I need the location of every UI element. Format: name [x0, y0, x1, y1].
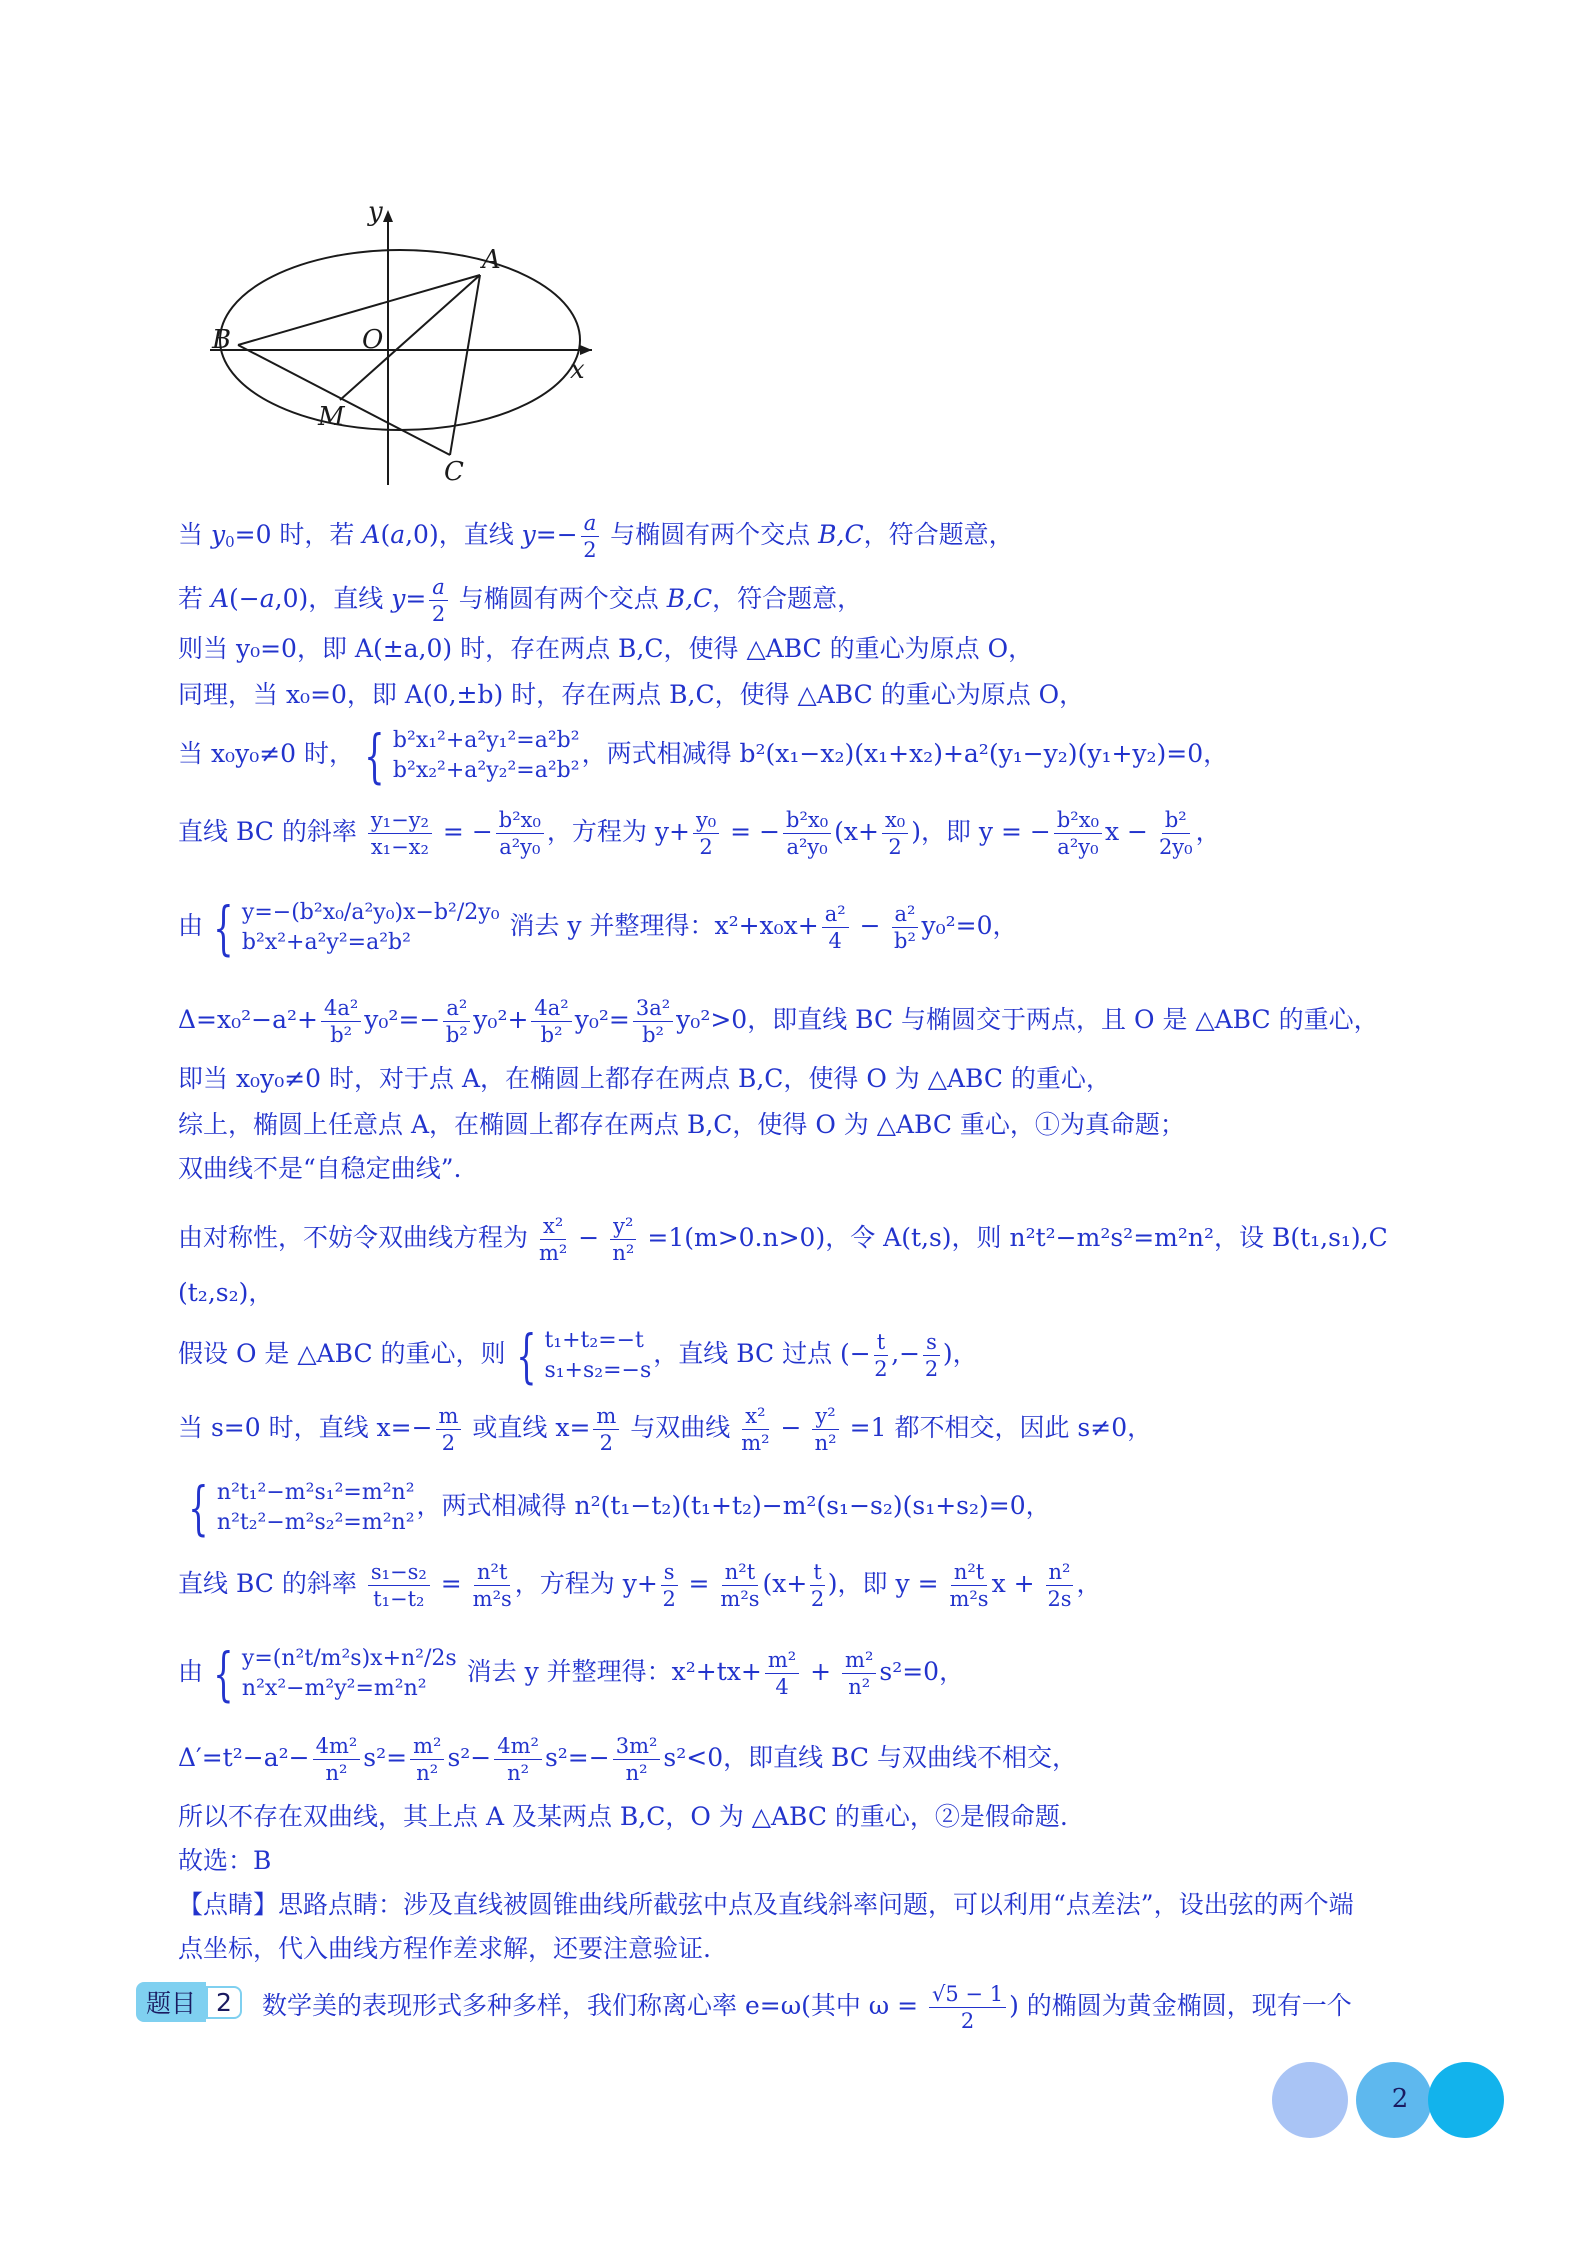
text: 消去 y 并整理得：x²+tx+	[458, 1657, 762, 1686]
numerator: √5 − 1	[929, 1981, 1006, 2008]
text: ，符合题意，	[863, 520, 1014, 549]
text: ，直线 BC 过点 (−	[653, 1339, 871, 1368]
hint-line-1: 【点睛】思路点睛：涉及直线被圆锥曲线所截弦中点及直线斜率问题，可以利用“点差法”，设出弦的两个端	[178, 1890, 1354, 1919]
text: ，两式相减得 b²(x₁−x₂)(x₁+x₂)+a²(y₁−y₂)(y₁+y₂)=0，	[581, 739, 1229, 768]
numerator: m²	[842, 1647, 876, 1674]
fraction	[496, 807, 544, 860]
denominator: b²	[642, 1023, 664, 1047]
label-m: M	[318, 402, 345, 432]
text: s²<0，即直线 BC 与双曲线不相交，	[663, 1743, 1077, 1772]
text: 数学美的表现形式多种多样，我们称离心率 e=ω(其中 ω =	[262, 1991, 927, 2020]
question-tag-label: 题目	[136, 1982, 206, 2022]
text: ，方程为 y+	[514, 1569, 658, 1598]
text: ) 的椭圆为黄金椭圆，现有一个	[1009, 1991, 1352, 2020]
text: 假设 O 是 △ABC 的重心，则	[178, 1339, 506, 1368]
fraction	[593, 1403, 619, 1456]
numerator: b²x₀	[783, 807, 831, 834]
numerator: n²t	[951, 1559, 987, 1586]
fraction	[313, 1733, 361, 1786]
label-c: C	[444, 457, 464, 487]
numerator: x²	[742, 1403, 768, 1430]
text: y₀²=	[574, 1005, 630, 1034]
denominator: 2	[924, 1357, 939, 1381]
denominator: b²	[445, 1023, 468, 1047]
numerator: x²	[540, 1213, 566, 1240]
denominator: m²	[741, 1431, 770, 1455]
text: s²−	[447, 1743, 492, 1772]
numerator: a²	[443, 995, 470, 1022]
text: = −	[434, 817, 493, 846]
fraction	[822, 901, 849, 954]
equation-system: { n²t₁²−m²s₁²=m²n² n²t₂²−m²s₂²=m²n²	[188, 1474, 415, 1538]
denominator: 2	[888, 835, 902, 859]
solution-line-13: (t₂,s₂)，	[178, 1278, 274, 1307]
equation-row: n²t₂²−m²s₂²=m²n²	[216, 1509, 415, 1535]
numerator: m	[593, 1403, 619, 1430]
numerator: 4a²	[321, 995, 361, 1022]
fraction: $\frac{a}{2}$	[581, 510, 600, 563]
denominator: 2y₀	[1158, 835, 1193, 859]
solution-line-12	[178, 1206, 1446, 1270]
denominator: 2	[810, 1587, 825, 1611]
denominator: n²	[848, 1675, 871, 1699]
denominator: n²	[325, 1761, 348, 1785]
fraction	[1046, 1559, 1074, 1612]
denominator: t₁−t₂	[373, 1587, 425, 1611]
equation-system: { y=−(b²x₀/a²y₀)x−b²/2y₀ b²x²+a²y²=a²b²	[213, 893, 500, 962]
denominator: n²	[507, 1761, 530, 1785]
fraction	[368, 807, 432, 860]
label-o: O	[362, 325, 384, 355]
numerator: 3a²	[633, 995, 673, 1022]
denominator: 2	[960, 2009, 975, 2033]
fraction	[765, 1647, 799, 1700]
solution-line-14	[178, 1322, 1446, 1386]
fraction	[1159, 807, 1193, 860]
numerator: n²t	[722, 1559, 758, 1586]
numerator: t	[810, 1559, 824, 1586]
numerator: m²	[410, 1733, 444, 1760]
numerator: y²	[610, 1213, 636, 1240]
solution-line-16	[178, 1474, 1446, 1538]
text: 由	[178, 1657, 204, 1686]
text: 或直线 x=	[464, 1413, 591, 1442]
numerator: s	[661, 1559, 678, 1586]
fraction	[812, 1403, 838, 1456]
equation-system: { t₁+t₂=−t s₁+s₂=−s	[515, 1322, 652, 1386]
text: 若	[178, 584, 211, 613]
fraction	[741, 1403, 769, 1456]
fraction	[693, 807, 719, 860]
denominator: n²	[416, 1761, 439, 1785]
denominator: n²	[625, 1761, 648, 1785]
text: 与双曲线	[622, 1413, 739, 1442]
denominator: n²	[814, 1431, 837, 1455]
text: 直线 BC 的斜率	[178, 1569, 365, 1598]
fraction	[613, 1733, 661, 1786]
fraction	[436, 1403, 462, 1456]
denominator: m²	[538, 1241, 568, 1265]
question-text	[262, 1978, 1446, 2034]
denominator: 4	[775, 1675, 789, 1699]
text: 当 x₀y₀≠0 时，	[178, 739, 355, 768]
segment-bc	[238, 345, 450, 455]
solution-line-17	[178, 1552, 1446, 1616]
denominator: 2	[699, 835, 713, 859]
text: s²=0，	[879, 1657, 965, 1686]
text: 与椭圆有两个交点	[450, 584, 667, 613]
text: ，两式相减得 n²(t₁−t₂)(t₁+t₂)−m²(s₁−s₂)(s₁+s₂)=0，	[416, 1491, 1051, 1520]
text: =0 时，若	[234, 520, 363, 549]
answer-line: 故选：B	[178, 1846, 272, 1875]
text: y₀²>0，即直线 BC 与椭圆交于两点，且 O 是 △ABC 的重心，	[676, 1005, 1379, 1034]
equation-system: { y=(n²t/m²s)x+n²/2s n²x²−m²y²=m²n²	[213, 1639, 457, 1708]
numerator: a²	[822, 901, 849, 928]
fraction	[633, 995, 673, 1048]
numerator: t	[874, 1329, 888, 1356]
page-number: 2	[1391, 2084, 1409, 2114]
numerator: y₁−y₂	[368, 807, 432, 834]
text: = −	[722, 817, 781, 846]
segment-ba	[238, 275, 480, 345]
equation-row: b²x₁²+a²y₁²=a²b²	[392, 727, 580, 753]
ellipse-curve	[220, 250, 580, 430]
numerator: b²x₀	[496, 807, 544, 834]
fraction	[1054, 807, 1102, 860]
denominator: m²s	[472, 1587, 512, 1611]
hint-line-2: 点坐标，代入曲线方程作差求解，还要注意验证.	[178, 1934, 711, 1963]
numerator: 3m²	[613, 1733, 661, 1760]
solution-line-9: 即当 x₀y₀≠0 时，对于点 A，在椭圆上都存在两点 B,C，使得 O 为 △ABC 的重心，	[178, 1064, 1111, 1093]
fraction	[539, 1213, 567, 1266]
text: +	[802, 1657, 840, 1686]
solution-line-10: 综上，椭圆上任意点 A，在椭圆上都存在两点 B,C，使得 O 为 △ABC 重心，①为真命题；	[178, 1110, 1185, 1139]
text: 当 s=0 时，直线 x=−	[178, 1413, 433, 1442]
numerator: a²	[892, 901, 919, 928]
question-tag-number: 2	[206, 1986, 242, 2019]
denominator: b²	[330, 1023, 353, 1047]
fraction	[610, 1213, 636, 1266]
denominator: 2	[662, 1587, 676, 1611]
text: )，即 y =	[827, 1569, 947, 1598]
denominator: 4	[828, 929, 842, 953]
text: 直线 BC 的斜率	[178, 817, 365, 846]
solution-line-8	[178, 988, 1446, 1052]
page-circle-left	[1272, 2062, 1348, 2138]
label-a: A	[482, 245, 501, 275]
equation-row: n²t₁²−m²s₁²=m²n²	[216, 1479, 415, 1505]
text: s²=	[363, 1743, 408, 1772]
solution-line-15	[178, 1396, 1446, 1460]
solution-line-1: 当 $y_0=0$ 时，若 A(a,0)，直线 y=− $\frac{a}{2}$ 与椭圆有两个交点 B,C，符合题意，	[178, 511, 1014, 562]
label-y: y	[368, 200, 383, 227]
numerator: x₀	[882, 807, 908, 834]
text: 与椭圆有两个交点	[602, 520, 819, 549]
text: ，直线	[308, 584, 392, 613]
solution-line-5	[178, 722, 1446, 786]
text: )，即 y = −	[911, 817, 1051, 846]
denominator: b²	[894, 929, 916, 953]
equation-row: n²x²−m²y²=m²n²	[241, 1675, 427, 1701]
fraction	[874, 1329, 888, 1382]
denominator: 2	[874, 1357, 888, 1381]
text: −	[772, 1413, 810, 1442]
text: −	[851, 911, 889, 940]
numerator: y₀	[693, 807, 719, 834]
text: (x+	[762, 1569, 808, 1598]
fraction	[949, 1559, 988, 1612]
solution-line-2: 若 A(−a,0)，直线 y= $\frac{a}{2}$ 与椭圆有两个交点 B,C，符合题意，	[178, 575, 863, 626]
fraction	[783, 807, 831, 860]
numerator: s	[923, 1329, 940, 1356]
text: =	[432, 1569, 470, 1598]
fraction	[892, 901, 919, 954]
label-x: x	[570, 355, 585, 385]
denominator: a²y₀	[1057, 835, 1099, 859]
fraction	[368, 1559, 430, 1612]
denominator: m²s	[949, 1587, 989, 1611]
text: =	[680, 1569, 718, 1598]
x-arrowhead	[580, 345, 592, 355]
numerator: n²	[1046, 1559, 1074, 1586]
text: 由对称性，不妨令双曲线方程为	[178, 1223, 536, 1252]
numerator: b²	[1162, 807, 1190, 834]
numerator: m	[436, 1403, 462, 1430]
solution-line-11: 双曲线不是“自稳定曲线”.	[178, 1154, 462, 1183]
equation-row: t₁+t₂=−t	[544, 1327, 644, 1353]
denominator: a²y₀	[499, 835, 541, 859]
solution-line-18	[178, 1636, 1446, 1708]
fraction	[321, 995, 361, 1048]
equation-row: b²x₂²+a²y₂²=a²b²	[392, 757, 580, 783]
denominator: 2	[599, 1431, 614, 1455]
y-arrowhead	[383, 210, 393, 222]
fraction	[720, 1559, 759, 1612]
text: y₀²+	[473, 1005, 529, 1034]
solution-line-4: 同理，当 x₀=0，即 A(0,±b) 时，存在两点 B,C，使得 △ABC 的重心为原点 O，	[178, 680, 1085, 709]
page-circle-right	[1428, 2062, 1504, 2138]
text: =1 都不相交，因此 s≠0，	[841, 1413, 1153, 1442]
text: 当	[178, 520, 211, 549]
denominator: 2	[441, 1431, 456, 1455]
denominator: b²	[540, 1023, 563, 1047]
equation-row: s₁+s₂=−s	[544, 1357, 652, 1383]
text: x −	[1104, 817, 1156, 846]
fraction	[410, 1733, 444, 1786]
fraction	[923, 1329, 940, 1382]
text: 消去 y 并整理得：x²+x₀x+	[501, 911, 819, 940]
text: ，	[1195, 817, 1221, 846]
solution-line-7	[178, 890, 1446, 962]
text: x +	[991, 1569, 1043, 1598]
text: −	[570, 1223, 608, 1252]
segment-am	[340, 275, 480, 400]
denominator: m²s	[720, 1587, 760, 1611]
solution-line-3: 则当 y₀=0，即 A(±a,0) 时，存在两点 B,C，使得 △ABC 的重心为原点 O，	[178, 634, 1034, 663]
text: =1(m>0.n>0)，令 A(t,s)，则 n²t²−m²s²=m²n²，设 B(t₁,s₁),C	[639, 1223, 1388, 1252]
segment-ac	[450, 275, 480, 455]
text: (x+	[834, 817, 879, 846]
numerator: b²x₀	[1054, 807, 1102, 834]
text: 由	[178, 911, 204, 940]
fraction	[810, 1559, 824, 1612]
solution-line-19	[178, 1726, 1446, 1790]
text: y₀²=−	[364, 1005, 441, 1034]
numerator: y²	[812, 1403, 838, 1430]
solution-line-20: 所以不存在双曲线，其上点 A 及某两点 B,C，O 为 △ABC 的重心，②是假命题.	[178, 1802, 1068, 1831]
denominator: n²	[612, 1241, 635, 1265]
text: ，符合题意，	[712, 584, 863, 613]
equation-row: y=(n²t/m²s)x+n²/2s	[241, 1645, 457, 1671]
fraction	[531, 995, 571, 1048]
text: y₀²=0，	[921, 911, 1018, 940]
equation-system: { b²x₁²+a²y₁²=a²b² b²x₂²+a²y₂²=a²b²	[364, 722, 580, 786]
fraction	[882, 807, 908, 860]
numerator: n²t	[474, 1559, 510, 1586]
text: ,−	[891, 1339, 921, 1368]
text: )，	[942, 1339, 978, 1368]
equation-row: y=−(b²x₀/a²y₀)x−b²/2y₀	[241, 899, 500, 925]
numerator: 4a²	[531, 995, 571, 1022]
denominator: x₁−x₂	[370, 835, 429, 859]
numerator: s₁−s₂	[368, 1559, 430, 1586]
ellipse-figure	[200, 200, 600, 500]
text: ，	[1076, 1569, 1102, 1598]
label-b: B	[212, 325, 232, 355]
text: ，方程为 y+	[546, 817, 690, 846]
fraction	[494, 1733, 542, 1786]
denominator: a²y₀	[786, 835, 828, 859]
question-tag	[136, 1984, 242, 2020]
fraction	[443, 995, 470, 1048]
fraction	[473, 1559, 512, 1612]
text: Δ′=t²−a²−	[178, 1743, 310, 1772]
text: ，直线	[438, 520, 522, 549]
solution-line-6	[178, 800, 1446, 864]
numerator: 4m²	[313, 1733, 361, 1760]
text: s²=−	[544, 1743, 610, 1772]
fraction	[842, 1647, 876, 1700]
fraction	[661, 1559, 678, 1612]
fraction	[929, 1981, 1006, 2034]
numerator: 4m²	[494, 1733, 542, 1760]
equation-row: b²x²+a²y²=a²b²	[241, 929, 411, 955]
text: Δ=x₀²−a²+	[178, 1005, 318, 1034]
fraction: $\frac{a}{2}$	[429, 574, 448, 627]
numerator: m²	[765, 1647, 799, 1674]
denominator: 2s	[1047, 1587, 1072, 1611]
